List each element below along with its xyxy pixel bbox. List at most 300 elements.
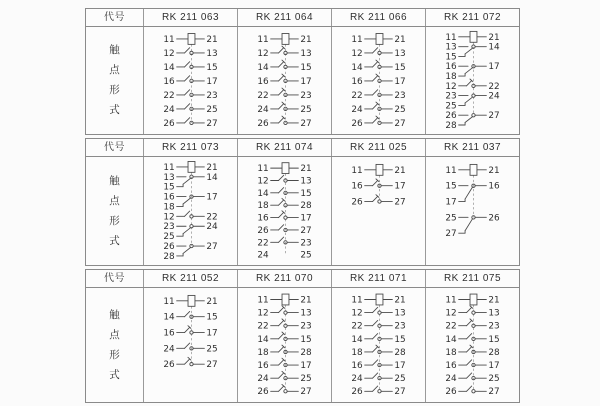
terminal-number: 22 — [351, 90, 363, 101]
terminal-number: 22 — [488, 81, 500, 92]
terminal-number: 11 — [257, 164, 269, 175]
row-body-label-char: 形 — [109, 84, 120, 96]
terminal-number: 24 — [351, 374, 363, 385]
contact-diagram-svg — [426, 157, 519, 265]
terminal-number: 21 — [300, 34, 312, 45]
group-body-row — [86, 27, 519, 134]
terminal-number: 25 — [163, 232, 175, 243]
row-body-label-char: 式 — [109, 368, 120, 381]
terminal-number: 16 — [257, 76, 269, 87]
contact-diagram-svg — [332, 27, 425, 134]
normally-open-contact-symbol — [177, 62, 205, 69]
terminal-number: 12 — [351, 308, 363, 319]
terminal-number: 14 — [351, 334, 363, 345]
terminal-number: 24 — [257, 374, 269, 385]
terminal-number: 15 — [394, 334, 406, 345]
terminal-number: 16 — [351, 181, 363, 192]
terminal-number: 25 — [394, 374, 406, 385]
normally-closed-contact-symbol — [271, 345, 299, 354]
coil-symbol — [271, 34, 299, 45]
terminal-number: 11 — [445, 32, 457, 43]
normally-open-contact-symbol — [459, 386, 487, 393]
terminal-number: 23 — [163, 222, 175, 233]
terminal-number: 27 — [206, 360, 218, 371]
terminal-number: 26 — [163, 242, 175, 253]
terminal-number: 15 — [206, 312, 218, 323]
terminal-number: 25 — [300, 104, 312, 115]
terminal-number: 12 — [163, 212, 175, 223]
normally-open-contact-symbol — [177, 90, 205, 97]
terminal-number: 17 — [300, 361, 312, 372]
row-body-label-char: 点 — [109, 328, 120, 341]
changeover-contact-symbol — [459, 65, 487, 76]
table-group-1 — [85, 8, 520, 135]
table-group-2 — [85, 138, 520, 266]
terminal-number: 15 — [488, 334, 500, 345]
terminal-number: 18 — [351, 347, 363, 358]
normally-closed-contact-symbol — [459, 306, 487, 315]
terminal-number: 25 — [488, 374, 500, 385]
terminal-number: 16 — [163, 192, 175, 203]
normally-closed-contact-symbol — [271, 358, 299, 367]
normally-closed-contact-symbol — [365, 102, 393, 111]
terminal-number: 22 — [257, 90, 269, 101]
model-code-rk-211-064: RK 211 064 — [237, 9, 331, 26]
relay-contact-forms-table — [85, 8, 520, 406]
terminal-number: 17 — [445, 197, 457, 208]
terminal-number: 15 — [300, 188, 312, 199]
terminal-number: 25 — [394, 104, 406, 115]
row-body-label — [86, 27, 143, 134]
terminal-number: 17 — [394, 76, 406, 87]
terminal-number: 13 — [300, 308, 312, 319]
terminal-number: 21 — [206, 34, 218, 45]
row-body-label — [86, 288, 143, 402]
contact-diagram-svg — [238, 157, 331, 265]
terminal-number: 27 — [206, 242, 218, 253]
normally-open-contact-symbol — [271, 175, 299, 182]
terminal-number: 13 — [163, 172, 175, 183]
terminal-number: 13 — [394, 308, 406, 319]
model-code-rk-211-066: RK 211 066 — [331, 9, 425, 26]
terminal-number: 14 — [206, 172, 218, 183]
terminal-number: 23 — [300, 321, 312, 332]
terminal-number: 27 — [394, 118, 406, 129]
terminal-number: 15 — [300, 62, 312, 73]
terminal-number: 17 — [488, 62, 500, 73]
terminal-number: 27 — [300, 225, 312, 236]
terminal-number: 11 — [445, 165, 457, 176]
normally-closed-contact-symbol — [271, 211, 299, 220]
terminal-number: 26 — [351, 387, 363, 398]
normally-closed-contact-symbol — [459, 319, 487, 328]
terminal-number: 23 — [206, 90, 218, 101]
model-code-rk-211-063: RK 211 063 — [143, 9, 237, 26]
contact-diagram-rk-211-066 — [331, 27, 425, 134]
contact-diagram-rk-211-074 — [237, 157, 331, 265]
contact-diagram-rk-211-072 — [425, 27, 519, 134]
row-header-label: 代号 — [104, 273, 125, 284]
group-header-row — [86, 270, 519, 288]
terminal-number: 13 — [488, 308, 500, 319]
terminal-number: 24 — [488, 91, 500, 102]
terminal-number: 26 — [257, 225, 269, 236]
terminal-number: 14 — [257, 62, 269, 73]
model-code-rk-211-037: RK 211 037 — [425, 139, 519, 156]
terminal-number: 13 — [445, 42, 457, 53]
terminal-number: 22 — [163, 90, 175, 101]
terminal-number: 18 — [257, 347, 269, 358]
terminal-number: 11 — [351, 34, 363, 45]
coil-symbol — [177, 161, 205, 172]
terminal-number: 22 — [257, 238, 269, 249]
terminal-number: 27 — [394, 197, 406, 208]
normally-open-contact-symbol — [271, 225, 299, 232]
normally-closed-contact-symbol — [271, 198, 299, 207]
row-body-label-char: 触 — [109, 308, 120, 321]
terminal-number: 26 — [163, 118, 175, 129]
terminal-number: 15 — [206, 62, 218, 73]
terminal-number: 21 — [300, 164, 312, 175]
normally-open-contact-symbol — [365, 386, 393, 393]
changeover-contact-symbol — [459, 216, 487, 234]
contact-diagram-rk-211-052 — [143, 288, 237, 402]
normally-open-contact-symbol — [365, 334, 393, 341]
contact-diagram-svg — [426, 27, 519, 134]
terminal-number: 23 — [394, 90, 406, 101]
contact-diagram-rk-211-064 — [237, 27, 331, 134]
terminal-number: 27 — [300, 387, 312, 398]
normally-closed-contact-symbol — [365, 74, 393, 83]
terminal-number: 24 — [257, 250, 269, 261]
terminal-number: 12 — [351, 48, 363, 59]
normally-closed-contact-symbol — [271, 384, 299, 393]
contact-diagram-svg — [426, 288, 519, 402]
normally-closed-contact-symbol — [271, 332, 299, 341]
terminal-number: 21 — [206, 296, 218, 307]
terminal-number: 22 — [351, 321, 363, 332]
coil-symbol — [459, 294, 487, 305]
normally-open-contact-symbol — [459, 373, 487, 380]
normally-closed-contact-symbol — [271, 319, 299, 328]
normally-open-contact-symbol — [271, 188, 299, 195]
terminal-number: 12 — [257, 308, 269, 319]
terminal-number: 16 — [163, 76, 175, 87]
terminal-number: 13 — [300, 176, 312, 187]
terminal-number: 11 — [163, 296, 175, 307]
contact-diagram-svg — [144, 157, 237, 265]
normally-open-contact-symbol — [365, 360, 393, 367]
contact-diagram-rk-211-073 — [143, 157, 237, 265]
changeover-contact-symbol — [459, 45, 487, 56]
coil-symbol — [365, 34, 393, 45]
terminal-number: 13 — [300, 48, 312, 59]
contact-diagram-svg — [238, 27, 331, 134]
terminal-number: 15 — [445, 181, 457, 192]
terminal-number: 24 — [163, 104, 175, 115]
terminal-number: 14 — [163, 312, 175, 323]
terminal-number: 12 — [445, 308, 457, 319]
terminal-number: 27 — [488, 111, 500, 122]
normally-closed-contact-symbol — [271, 116, 299, 125]
model-code-rk-211-073: RK 211 073 — [143, 139, 237, 156]
terminal-number: 28 — [300, 347, 312, 358]
terminal-number: 16 — [257, 213, 269, 224]
normally-closed-contact-symbol — [177, 326, 205, 335]
terminal-number: 26 — [445, 387, 457, 398]
terminal-number: 25 — [300, 374, 312, 385]
terminal-number: 26 — [257, 387, 269, 398]
group-header-row — [86, 139, 519, 157]
terminal-number: 11 — [351, 165, 363, 176]
normally-closed-contact-symbol — [459, 345, 487, 354]
terminal-number: 16 — [257, 361, 269, 372]
table-group-3 — [85, 269, 520, 403]
normally-open-contact-symbol — [365, 307, 393, 314]
terminal-number: 23 — [300, 238, 312, 249]
terminal-number: 28 — [488, 347, 500, 358]
terminal-number: 14 — [257, 334, 269, 345]
terminal-number: 18 — [445, 71, 457, 82]
terminal-number: 16 — [445, 62, 457, 73]
row-body-label-char: 触 — [109, 44, 120, 56]
terminal-number: 28 — [163, 251, 175, 262]
row-header-label: 代号 — [104, 142, 125, 153]
terminal-number: 17 — [206, 76, 218, 87]
normally-open-contact-symbol — [177, 48, 205, 55]
normally-closed-contact-symbol — [459, 79, 487, 88]
normally-open-contact-symbol — [365, 48, 393, 55]
normally-open-contact-symbol — [177, 118, 205, 125]
terminal-number: 24 — [163, 344, 175, 355]
terminal-number: 23 — [488, 321, 500, 332]
row-body-label-char: 点 — [109, 194, 120, 207]
terminal-number: 14 — [257, 188, 269, 199]
contact-diagram-rk-211-075 — [425, 288, 519, 402]
terminal-number: 17 — [488, 361, 500, 372]
model-code-rk-211-071: RK 211 071 — [331, 270, 425, 287]
normally-open-contact-symbol — [177, 311, 205, 318]
terminal-number: 23 — [445, 91, 457, 102]
terminal-number: 26 — [351, 197, 363, 208]
terminal-number: 12 — [257, 176, 269, 187]
terminal-number: 15 — [445, 52, 457, 63]
terminal-number: 14 — [488, 42, 500, 53]
terminal-number: 15 — [394, 62, 406, 73]
row-body-label — [86, 157, 143, 265]
terminal-number: 24 — [351, 104, 363, 115]
terminal-number: 23 — [394, 321, 406, 332]
contact-diagram-svg — [332, 288, 425, 402]
terminal-number: 12 — [257, 48, 269, 59]
terminal-number: 27 — [206, 118, 218, 129]
coil-symbol — [365, 164, 393, 175]
changeover-contact-symbol — [177, 225, 205, 237]
group-body-row — [86, 288, 519, 402]
normally-open-contact-symbol — [365, 320, 393, 327]
normally-open-contact-symbol — [177, 343, 205, 350]
terminal-number: 26 — [488, 213, 500, 224]
terminal-number: 14 — [163, 62, 175, 73]
terminal-number: 17 — [206, 328, 218, 339]
terminal-number: 16 — [351, 76, 363, 87]
contact-diagram-svg — [144, 27, 237, 134]
terminal-number: 11 — [163, 34, 175, 45]
terminal-number: 27 — [445, 229, 457, 240]
coil-symbol — [177, 295, 205, 306]
terminal-number: 11 — [163, 162, 175, 173]
coil-symbol — [271, 163, 299, 174]
terminal-number: 28 — [394, 347, 406, 358]
normally-closed-contact-symbol — [271, 306, 299, 315]
terminal-number: 15 — [300, 334, 312, 345]
terminal-number: 28 — [445, 120, 457, 131]
contact-diagram-rk-211-063 — [143, 27, 237, 134]
normally-open-contact-symbol — [177, 104, 205, 111]
normally-closed-contact-symbol — [271, 88, 299, 97]
terminal-number: 17 — [206, 192, 218, 203]
terminal-number: 17 — [300, 76, 312, 87]
terminal-number: 18 — [163, 202, 175, 213]
terminal-number: 11 — [351, 295, 363, 306]
terminal-number: 22 — [445, 321, 457, 332]
normally-closed-contact-symbol — [365, 195, 393, 204]
normally-open-contact-symbol — [459, 334, 487, 341]
terminal-number: 23 — [300, 90, 312, 101]
contact-diagram-svg — [238, 288, 331, 402]
normally-closed-contact-symbol — [271, 371, 299, 380]
terminal-number: 16 — [351, 361, 363, 372]
row-body-label-char: 点 — [109, 64, 120, 76]
terminal-number: 13 — [206, 48, 218, 59]
normally-open-contact-symbol — [177, 211, 205, 218]
model-code-rk-211-052: RK 211 052 — [143, 270, 237, 287]
terminal-number: 16 — [488, 181, 500, 192]
coil-symbol — [177, 34, 205, 45]
normally-closed-contact-symbol — [365, 179, 393, 188]
changeover-contact-symbol — [459, 114, 487, 125]
changeover-contact-symbol — [177, 175, 205, 187]
terminal-number: 14 — [445, 334, 457, 345]
normally-closed-contact-symbol — [365, 116, 393, 125]
model-code-rk-211-074: RK 211 074 — [237, 139, 331, 156]
terminal-number: 28 — [300, 201, 312, 212]
terminal-number: 21 — [394, 165, 406, 176]
terminal-number: 27 — [300, 118, 312, 129]
terminal-number: 24 — [257, 104, 269, 115]
normally-closed-contact-symbol — [365, 345, 393, 354]
normally-closed-contact-symbol — [271, 60, 299, 69]
terminal-number: 11 — [257, 34, 269, 45]
row-body-label-char: 式 — [109, 234, 120, 247]
changeover-contact-symbol — [459, 184, 487, 202]
group-header-row — [86, 9, 519, 27]
changeover-contact-symbol — [177, 244, 205, 256]
normally-closed-contact-symbol — [271, 46, 299, 55]
terminal-number: 21 — [394, 34, 406, 45]
model-code-rk-211-075: RK 211 075 — [425, 270, 519, 287]
terminal-number: 25 — [300, 250, 312, 261]
model-code-rk-211-070: RK 211 070 — [237, 270, 331, 287]
normally-closed-contact-symbol — [271, 74, 299, 83]
terminal-number: 27 — [394, 387, 406, 398]
contact-diagram-rk-211-071 — [331, 288, 425, 402]
terminal-number: 21 — [394, 295, 406, 306]
coil-symbol — [459, 31, 487, 42]
terminal-number: 26 — [445, 111, 457, 122]
terminal-number: 24 — [206, 222, 218, 233]
terminal-number: 26 — [257, 118, 269, 129]
terminal-number: 18 — [257, 201, 269, 212]
normally-closed-contact-symbol — [177, 357, 205, 366]
changeover-contact-symbol — [177, 195, 205, 207]
terminal-number: 17 — [394, 361, 406, 372]
coil-symbol — [271, 294, 299, 305]
terminal-number: 13 — [394, 48, 406, 59]
row-header-label: 代号 — [104, 12, 125, 23]
terminal-number: 18 — [445, 347, 457, 358]
normally-open-contact-symbol — [459, 360, 487, 367]
terminal-number: 21 — [488, 165, 500, 176]
terminal-number: 11 — [257, 295, 269, 306]
normally-open-contact-symbol — [365, 373, 393, 380]
terminal-number: 25 — [445, 101, 457, 112]
row-body-label-char: 式 — [109, 104, 120, 116]
row-body-label-char: 形 — [109, 214, 120, 227]
terminal-number: 21 — [206, 162, 218, 173]
terminal-number: 25 — [206, 104, 218, 115]
contact-diagram-rk-211-070 — [237, 288, 331, 402]
contact-diagram-rk-211-025 — [331, 157, 425, 265]
terminal-number: 15 — [163, 182, 175, 193]
terminal-number: 22 — [257, 321, 269, 332]
terminal-number: 21 — [488, 32, 500, 43]
terminal-number: 26 — [163, 360, 175, 371]
contact-diagram-svg — [144, 288, 237, 402]
contact-diagram-rk-211-037 — [425, 157, 519, 265]
terminal-number: 17 — [394, 181, 406, 192]
terminal-number: 21 — [488, 295, 500, 306]
terminal-number: 12 — [445, 81, 457, 92]
normally-closed-contact-symbol — [365, 60, 393, 69]
terminal-number: 22 — [206, 212, 218, 223]
normally-open-contact-symbol — [271, 237, 299, 244]
row-body-label-char: 形 — [109, 348, 120, 361]
coil-symbol — [365, 294, 393, 305]
terminal-number: 26 — [351, 118, 363, 129]
terminal-number: 11 — [445, 295, 457, 306]
normally-open-contact-symbol — [365, 90, 393, 97]
terminal-number: 14 — [351, 62, 363, 73]
terminal-number: 25 — [445, 213, 457, 224]
model-code-rk-211-072: RK 211 072 — [425, 9, 519, 26]
normally-open-contact-symbol — [177, 76, 205, 83]
normally-closed-contact-symbol — [271, 102, 299, 111]
terminal-number: 21 — [300, 295, 312, 306]
terminal-number: 24 — [445, 374, 457, 385]
row-body-label-char: 触 — [109, 174, 120, 187]
model-code-rk-211-025: RK 211 025 — [331, 139, 425, 156]
changeover-contact-symbol — [459, 94, 487, 105]
group-body-row — [86, 157, 519, 265]
terminal-number: 25 — [206, 344, 218, 355]
contact-diagram-svg — [332, 157, 425, 265]
terminal-number: 12 — [163, 48, 175, 59]
terminal-number: 16 — [445, 361, 457, 372]
terminal-number: 17 — [300, 213, 312, 224]
coil-symbol — [459, 164, 487, 175]
terminal-number: 27 — [488, 387, 500, 398]
